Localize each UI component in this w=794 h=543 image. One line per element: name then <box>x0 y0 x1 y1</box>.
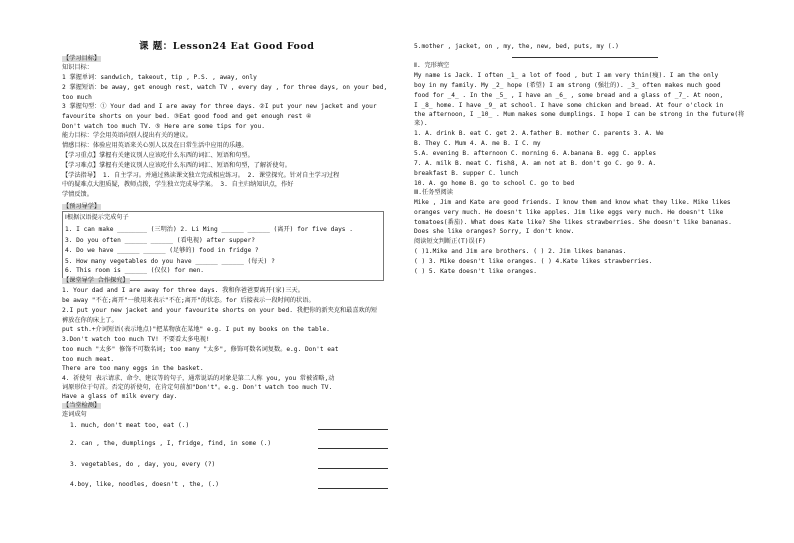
exercise-item: 4.boy, like, noodles, doesn't , the, (.) <box>70 481 220 488</box>
text-line: Ⅰ根据汉语提示完成句子 <box>65 214 129 221</box>
text-line: 3.Don't watch too much TV! 不要看太多电视! <box>62 336 210 343</box>
text-line: food for _4_ . In the _5_ , I have an _6_ , some bread and a glass of _7_. At noon, <box>414 92 724 99</box>
text-line: 能力目标：学会用英语向别人提出有关的建议。 <box>62 132 192 139</box>
section-preview: 【预习导学】 <box>63 203 101 210</box>
text-line: put sth.+介词短语(表示地点)"把某物放在某地" e.g. I put my books on the table. <box>62 326 330 333</box>
text-line: too much <box>62 94 92 101</box>
section-reading: Ⅲ.任务型阅读 <box>414 189 453 196</box>
text-line: 1. Your dad and I are away for three days. 我和你爸爸要离开(家)三天。 <box>62 287 304 294</box>
text-line: 1 掌握单词：sandwich, takeout, tip , P.S. , away, only <box>62 74 257 81</box>
section-objectives: 【学习目标】 <box>63 55 101 62</box>
text-line: 5. How many vegetables do you have ______ ______ (每天) ? <box>65 258 275 265</box>
text-line: 4. Do we have ______ ______ (足够的) food in fridge ? <box>65 247 259 254</box>
answer-line <box>318 448 388 449</box>
page-title: 课 题：Lesson24 Eat Good Food <box>139 41 315 52</box>
text-line: 10. A. go home B. go to school C. go to bed <box>414 180 575 187</box>
text-line: ( )1.Mike and Jim are brothers. ( ) 2. Jim likes bananas. <box>414 248 627 255</box>
text-line: 阅读短文判断正(T)误(F) <box>414 238 486 245</box>
section-difficulties: 【学习难点】掌握有关建议别人应该吃什么东西的词汇、短语和句型，了解祈使句。 <box>62 162 291 169</box>
section-method: 【学法指导】 1. 自主学习。并通过熟读课文独立完成相应练习。 2. 课堂探究。针对自主学习过程 <box>62 172 340 179</box>
text-line: 学情反馈。 <box>62 191 93 198</box>
text-line: Mike , Jim and Kate are good friends. I know them and know what they like. Mike likes <box>414 199 731 206</box>
answer-line <box>318 488 388 489</box>
exercise-item: 3. vegetables, do , day, you, every (?) <box>70 461 216 468</box>
text-line: boy in my family. My _2_ hope (希望) I am strong (强壮的). _3_ often makes much good <box>414 82 721 89</box>
text-line: Does she like oranges? Sorry, I don't know. <box>414 228 575 235</box>
text-line: breakfast B. supper C. lunch <box>414 170 519 177</box>
answer-line <box>318 429 388 430</box>
text-line: 3 掌握句型：① Your dad and I are away for three days. ②I put your new jacket and your <box>62 103 377 110</box>
text-line: the afternoon, I _10_ . Mum makes some dumplings. I hope I can be strong in the future(将 <box>414 111 745 118</box>
text-line: 连词成句 <box>62 411 87 418</box>
exercise-item: 1. much, don't meat too, eat (.) <box>70 422 190 429</box>
text-line: too much meat. <box>62 356 115 363</box>
text-line: 中的疑难点大胆质疑，教师点拨，学生独立完成导学案。 3. 自主归纳知识点，作好 <box>62 181 294 188</box>
exercise-item: 2. can , the, dumplings , I, fridge, find, in some (.) <box>70 440 272 447</box>
text-line: 裤放在你的床上了。 <box>62 317 118 324</box>
text-line: 3. Do you often ______ ______ (看电视) after supper? <box>65 237 255 244</box>
text-line: ( ) 5. Kate doesn't like oranges. <box>414 268 537 275</box>
answer-line <box>512 57 658 58</box>
text-line: 2 掌握短语：be away, get enough rest, watch TV , every day , for three days, on your bed, <box>62 84 388 91</box>
text-line: There are too many eggs in the basket. <box>62 365 204 372</box>
section-class-guide: 【课堂导学 合作探究】 <box>63 277 129 284</box>
text-line: 7. A. milk B. meat C. fish8, A. am not at B. don't go C. go 9. A. <box>414 160 657 167</box>
section-key-points: 【学习重点】掌握有关建议别人应该吃什么东西的词汇、短语和句型。 <box>62 152 254 159</box>
text-line: 2.I put your new jacket and your favourite shorts on your bed. 我把你的新夹克和最喜欢的短 <box>62 307 378 314</box>
text-line: favourite shorts on your bed. ③Eat good food and get enough rest ④ <box>62 113 312 120</box>
text-line: 词原形位于句首。否定的祈使句，在肯定句前加"Don't"。e.g. Don't watch too much TV. <box>62 384 333 391</box>
text-line: ( ) 3. Mike doesn't like oranges. ( ) 4.Kate likes strawberries. <box>414 258 653 265</box>
exercise-item: 5.mother , jacket, on , my, the, new, bed, puts, my (.) <box>414 43 619 50</box>
section-test: 【当堂检测】 <box>63 402 101 409</box>
text-line: Don't watch too much TV. ⑤ Here are some tips for you. <box>62 123 265 130</box>
text-line: 1. I can make ________ (三明治) 2. Li Ming ______ ______ (离开) for five days . <box>65 226 353 233</box>
text-line: be away "不在;离开"一般用来表示"不在;离开"的状态。for 后接表示一段时间的状语。 <box>62 297 315 304</box>
text-line: 情感目标：体验应用英语来关心别人以及在日常生活中应用的乐趣。 <box>62 142 248 149</box>
text-line: Have a glass of milk every day. <box>62 393 178 400</box>
text-line: I _8_ home. I have _9_ at school. I have some chicken and bread. At four o'clock in <box>414 102 724 109</box>
text-line: oranges very much. He doesn't like apples. Jim like eggs very much. He doesn't like <box>414 209 724 216</box>
answer-line <box>318 468 388 469</box>
text-line: 1. A. drink B. eat C. get 2. A.father B. mother C. parents 3. A. We <box>414 130 664 137</box>
text-line: 6. This room is ______ (仅仅) for men. <box>65 267 205 274</box>
text-line: 4. 祈使句 表示请求、命令、建议等的句子，通常说话的对象是第二人称 you, you 常被省略,动 <box>62 375 335 382</box>
text-line: 来). <box>414 120 428 127</box>
text-line: My name is Jack. I often _1_ a lot of food , but I am very thin(瘦). I am the only <box>414 72 719 79</box>
text-line: B. They C. Mum 4. A. me B. I C. my <box>414 140 541 147</box>
text-line: too much "太多" 修饰不可数名词; too many "太多", 修饰可数名词复数。e.g. Don't eat <box>62 346 339 353</box>
text-line: tomatoes(番茄). What does Kate like? She likes strawberries. She doesn't like bananas. <box>414 219 732 226</box>
text-line: 知识目标： <box>62 64 93 71</box>
text-line: 5.A. evening B. afternoon C. morning 6. A.banana B. egg C. apples <box>414 150 657 157</box>
section-cloze: Ⅱ. 完形填空 <box>414 62 450 69</box>
